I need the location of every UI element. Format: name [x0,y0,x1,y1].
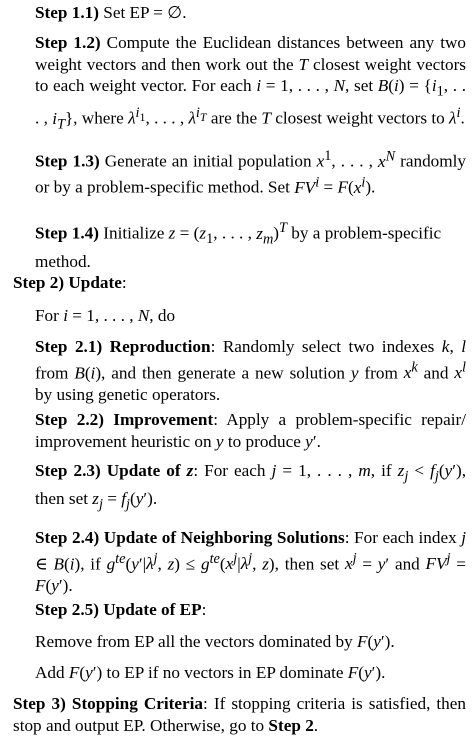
step-label: Step 2.1) [35,337,103,356]
step-2-4: Step 2.4) Update of Neighboring Solutions: For each index j ∈ B(i), if $g^{te}(y'|\lambda^j$, $z) \le g^{te}(x^j|\lambda^j$, z), then set $x^j = y'$ and $FV^j = F(y')$. [35,528,466,595]
step-2-1: Step 2.1) Reproduction: Randomly select two indexes k, l from B(i), and then generate a new solution y from $x^k$ and $x^l$ by using genetic operators. [35,337,466,404]
add-line: Add F(y′) to EP if no vectors in EP dominate F(y′). [35,663,386,682]
step-title: Improvement [113,410,214,429]
step-title: Reproduction [109,337,211,356]
step-1-1: Step 1.1) Set EP = ∅. [35,3,187,22]
step-title: Update of Neighboring Solutions [103,528,345,547]
step-2-2: Step 2.2) Improvement: Apply a problem-specific repair/ improvement heuristic on y to produce y′. [35,410,467,451]
step-label: Step 2.5) [35,600,99,619]
step-label: Step 2.4) [35,528,100,547]
step-label: Step 1.3) [35,151,100,171]
step-label: Step 2.2) [35,410,104,429]
step-label: Step 2) [13,273,65,292]
step-1-3: Step 1.3) Generate an initial population $x^1$, . . . , $x^N$ randomly or by a problem-specific method. Set $FV^i = F(x^i)$. [35,148,467,197]
remove-line: Remove from EP all the vectors dominated by F(y′). [35,632,395,651]
step-label: Step 3) [13,694,66,713]
step-2-3: Step 2.3) Update of z: For each j = 1, . . . , m, if $z_j < f_j(y')$, then set $z_j = f_j(y')$. [35,461,467,513]
step-label: Step 1.1) [35,3,99,22]
step-label: Step 1.4) [35,223,99,243]
step-title: Update [68,273,122,292]
step-1-2: Step 1.2) Compute the Euclidean distances between any two weight vectors and then work out the T closest weight vectors to each weight vector. For each i = 1, . . . , N, set $B(i) = \{i_1$, . . . , $i_T$}, where $\lambda^{i_1}$, . . . , $\lambda^{i_T}$ are the T closest weight vectors to $\lambda^i$. [35,33,467,133]
for-loop-line: For i = 1, . . . , N, do [35,306,176,325]
step-label: Step 1.2) [35,33,101,52]
step-title: Update of EP [103,600,202,619]
step-2: Step 2) Update: [13,273,127,292]
step-3: Step 3) Stopping Criteria: If stopping criteria is satisfied, then stop and output EP. Otherwise, go to Step 2. [13,694,467,735]
step-label: Step 2.3) [35,461,101,480]
step-2-5: Step 2.5) Update of EP: [35,600,207,619]
step-title: Stopping Criteria [71,694,204,713]
step-1-4: Step 1.4) Initialize $z = (z_1$, . . . , $z_m)^T$ by a problem-specific method. [35,220,442,271]
